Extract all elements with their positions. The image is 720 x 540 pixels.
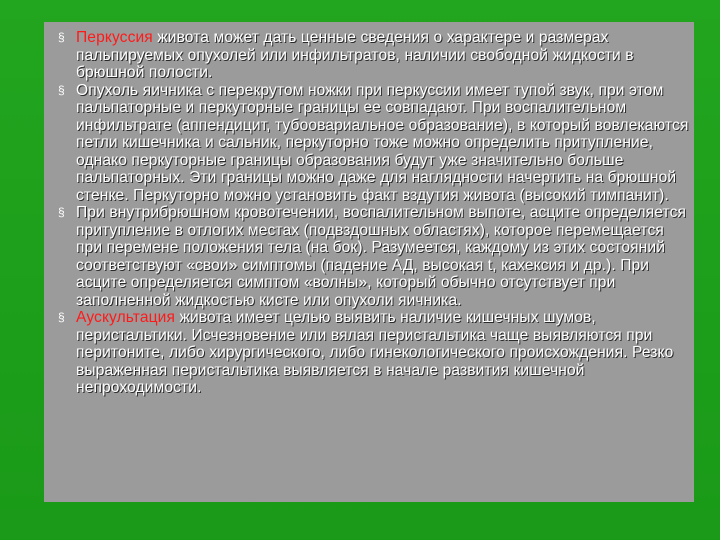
bullet-text: Опухоль яичника с перекрутом ножки при перкуссии имеет тупой звук, при этом пальпаторные и перкуторные границы ее совпадают. При воспалительном инфильтрате (аппендицит, тубоовариальное образование), в который вовлекаются петли кишечника и сальник, перкуторно тоже можно определить притупление, однако перкуторные границы образования будут уже значительно больше пальпаторных. Эти границы можно даже для наглядности начертить на брюшной стенке. Перкуторно можно установить факт вздутия живота (высокий тимпанит). — [76, 81, 689, 204]
bullet-text: При внутрибрюшном кровотечении, воспалительном выпоте, асците определяется притупление в отлогих местах (подвздошных областях), которое перемещается при перемене положения тела (на бок). Разумеется, каждому из этих состояний соответствуют «свои» симптомы (падение АД, высокая t, кахексия и др.). При асците определяется симптом «волны», который обычно отсутствует при заполненной жидкостью кисте или опухоли яичника. — [76, 204, 687, 309]
bullet-text: живота может дать ценные сведения о характере и размерах пальпируемых опухолей или инфильтратов, наличии свободной жидкости в брюшной полости. — [76, 29, 634, 81]
bullet-marker-icon: § — [58, 205, 65, 219]
bullet-marker-icon: § — [58, 310, 65, 324]
bullet-text: живота имеет целью выявить наличие кишечных шумов, перистальтики. Исчезновение или вялая перистальтика чаще выявляются при перитоните, либо хирургического, либо гинекологического происхождения. Резко выраженная перистальтика выявляется в начале развития кишечной непроходимости. — [76, 309, 674, 396]
bullet-list — [58, 29, 694, 397]
bullet-marker-icon: § — [58, 82, 65, 97]
highlight-term: Перкуссия — [76, 29, 153, 46]
highlight-term: Аускультация — [76, 309, 176, 326]
bullet-percussion — [58, 29, 694, 82]
bullet-auscultation — [58, 309, 694, 397]
bullet-ovarian-tumor — [58, 82, 694, 205]
bullet-hemorrhage — [58, 204, 694, 309]
bullet-marker-icon: § — [58, 30, 65, 44]
